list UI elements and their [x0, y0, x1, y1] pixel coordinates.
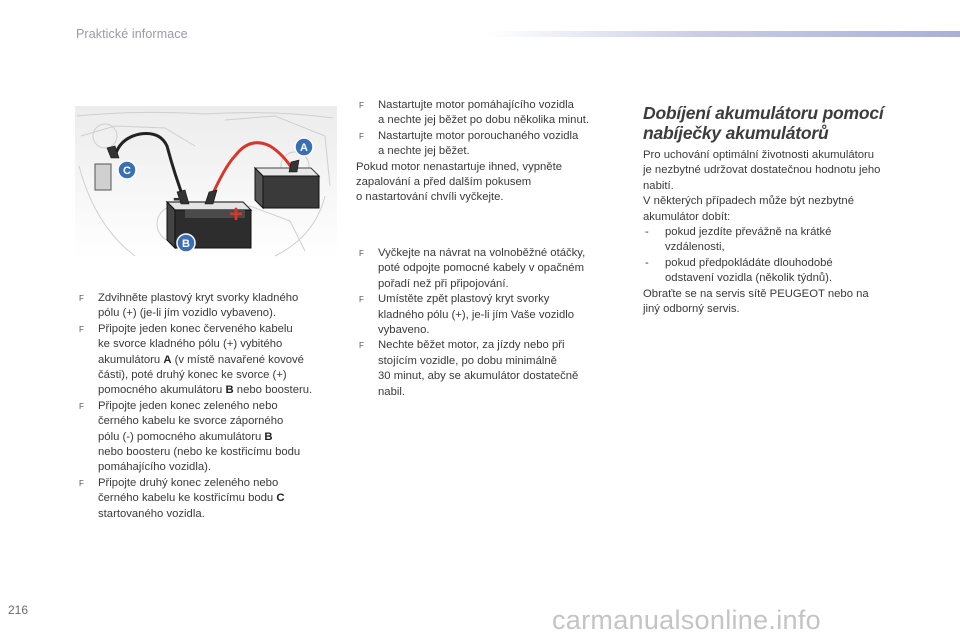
- step-line: černého kabelu ke kostřicímu bodu: [98, 492, 277, 505]
- paragraph-line: Obraťte se na servis sítě PEUGEOT nebo na: [643, 287, 869, 300]
- step-line: pomáhajícího vozidla).: [98, 461, 212, 474]
- hand-pointer-bullet-icon: F: [79, 401, 84, 411]
- badge-a-label: A: [300, 142, 308, 154]
- step-item: [356, 338, 618, 400]
- step-line: nabil.: [378, 385, 406, 398]
- list-line: pokud jezdíte převážně na krátké: [665, 226, 832, 239]
- charging-section-body: [643, 148, 911, 317]
- ground-point-c: [95, 164, 111, 190]
- battery-label-b: B: [225, 384, 234, 397]
- badge-c-label: C: [123, 165, 131, 177]
- step-item: [76, 476, 338, 522]
- step-line: 30 minut, aby se akumulátor dostatečně: [378, 370, 579, 383]
- paragraph-line: akumulátor dobít:: [643, 210, 731, 223]
- battery-label-b: B: [264, 430, 273, 443]
- step-line: Připojte druhý konec zeleného nebo: [98, 476, 279, 489]
- section-title-line: Dobíjení akumulátoru pomocí: [643, 103, 884, 123]
- badge-c: [118, 161, 136, 179]
- header-title: Praktické informace: [76, 27, 188, 41]
- step-line: pólu (-) pomocného akumulátoru: [98, 430, 265, 443]
- step-line: Umístěte zpět plastový kryt svorky: [378, 293, 550, 306]
- retry-note: [356, 160, 618, 206]
- header-bar: [488, 31, 960, 37]
- hand-pointer-bullet-icon: F: [79, 324, 84, 334]
- step-line: Připojte jeden konec červeného kabelu: [98, 322, 293, 335]
- paragraph-line: V některých případech může být nezbytné: [643, 195, 854, 208]
- instructions-column-2: [356, 98, 618, 206]
- paragraph-line: nabití.: [643, 179, 674, 192]
- step-line: kladného pólu (+), je-li jím Vaše vozidlo: [378, 308, 575, 321]
- badge-b: [177, 234, 195, 252]
- paragraph-line: jiný odborný servis.: [643, 303, 740, 316]
- step-line: startovaného vozidla.: [98, 507, 205, 520]
- watermark: carmanualsonline.info: [552, 605, 821, 635]
- ground-label-c: C: [276, 492, 285, 505]
- step-line: Vyčkejte na návrat na volnoběžné otáčky,: [378, 247, 586, 259]
- list-line: pokud předpokládáte dlouhodobé: [665, 256, 833, 269]
- hand-pointer-bullet-icon: F: [359, 249, 364, 258]
- steps-list-2: [356, 98, 618, 160]
- step-line: akumulátoru: [98, 353, 164, 366]
- step-line: a nechte jej běžet.: [378, 145, 470, 158]
- badge-b-label: B: [182, 238, 190, 250]
- step-line: vybaveno.: [378, 324, 430, 337]
- service-paragraph: [643, 287, 911, 318]
- page-number: 216: [8, 603, 29, 617]
- hand-pointer-bullet-icon: F: [359, 341, 364, 351]
- plus-sign: +: [229, 201, 244, 228]
- cases-list: [643, 225, 911, 287]
- cases-paragraph: [643, 194, 911, 225]
- step-item: [356, 129, 618, 160]
- section-title-line: nabíječky akumulátorů: [643, 123, 829, 143]
- jump-start-diagram: [75, 106, 337, 259]
- hand-pointer-bullet-icon: F: [359, 295, 364, 305]
- battery-a: [255, 168, 319, 208]
- hand-pointer-bullet-icon: F: [79, 294, 84, 303]
- step-line: (v místě navařené kovové: [171, 353, 304, 366]
- step-item: [76, 291, 338, 322]
- step-item: [356, 246, 618, 292]
- hand-pointer-bullet-icon: F: [359, 101, 364, 110]
- step-line: poté odpojte pomocné kabely v opačném: [378, 262, 584, 275]
- list-line: odstavení vozidla (několik týdnů).: [665, 272, 833, 285]
- list-item: [643, 225, 911, 256]
- step-item: [356, 98, 618, 129]
- paragraph-line: je nezbytné udržovat dostatečnou hodnotu jeho: [643, 164, 881, 177]
- dash-bullet: -: [645, 226, 649, 239]
- step-line: Nastartujte motor pomáhajícího vozidla: [378, 99, 574, 111]
- note-line: o nastartování chvíli vyčkejte.: [356, 191, 504, 204]
- minus-sign: –: [173, 182, 188, 212]
- dash-bullet: -: [645, 256, 649, 269]
- step-line: pořadí než při připojování.: [378, 277, 509, 290]
- steps-list-3: [356, 246, 618, 400]
- step-line: nebo boosteru (nebo ke kostřicímu bodu: [98, 446, 301, 459]
- list-line: vzdálenosti,: [665, 241, 725, 254]
- paragraph-line: Pro uchování optimální životnosti akumulátoru: [643, 149, 875, 161]
- step-line: Zdvihněte plastový kryt svorky kladného: [98, 292, 299, 304]
- section-title: [643, 103, 923, 143]
- step-item: [76, 399, 338, 476]
- instructions-column-1: [76, 291, 338, 522]
- hand-pointer-bullet-icon: F: [359, 131, 364, 141]
- instructions-column-2b: [356, 246, 618, 400]
- step-item: [76, 322, 338, 399]
- step-line: a nechte jej běžet po dobu několika minut.: [378, 114, 590, 127]
- step-line: Nastartujte motor porouchaného vozidla: [378, 129, 579, 142]
- step-item: [356, 292, 618, 338]
- step-line: části), poté druhý konec ke svorce (+): [98, 369, 287, 382]
- note-line: Pokud motor nenastartuje ihned, vypněte: [356, 160, 562, 173]
- step-line: pomocného akumulátoru: [98, 384, 226, 397]
- note-line: zapalování a před dalším pokusem: [356, 176, 532, 189]
- jump-start-illustration: [75, 106, 337, 259]
- hand-pointer-bullet-icon: F: [79, 478, 84, 488]
- battery-label-a: A: [163, 353, 172, 366]
- intro-paragraph: [643, 148, 911, 194]
- step-line: Připojte jeden konec zeleného nebo: [98, 399, 278, 412]
- list-item: [643, 256, 911, 287]
- step-line: pólu (+) (je-li jím vozidlo vybaveno).: [98, 307, 276, 320]
- steps-list-1: [76, 291, 338, 522]
- step-line: černého kabelu ke svorce záporného: [98, 415, 284, 428]
- step-line: Nechte běžet motor, za jízdy nebo při: [378, 339, 565, 352]
- step-line: stojícím vozidle, po dobu minimálně: [378, 354, 557, 367]
- badge-a: [295, 138, 313, 156]
- step-line: nebo boosteru.: [233, 384, 313, 397]
- step-line: ke svorce kladného pólu (+) vybitého: [98, 338, 283, 351]
